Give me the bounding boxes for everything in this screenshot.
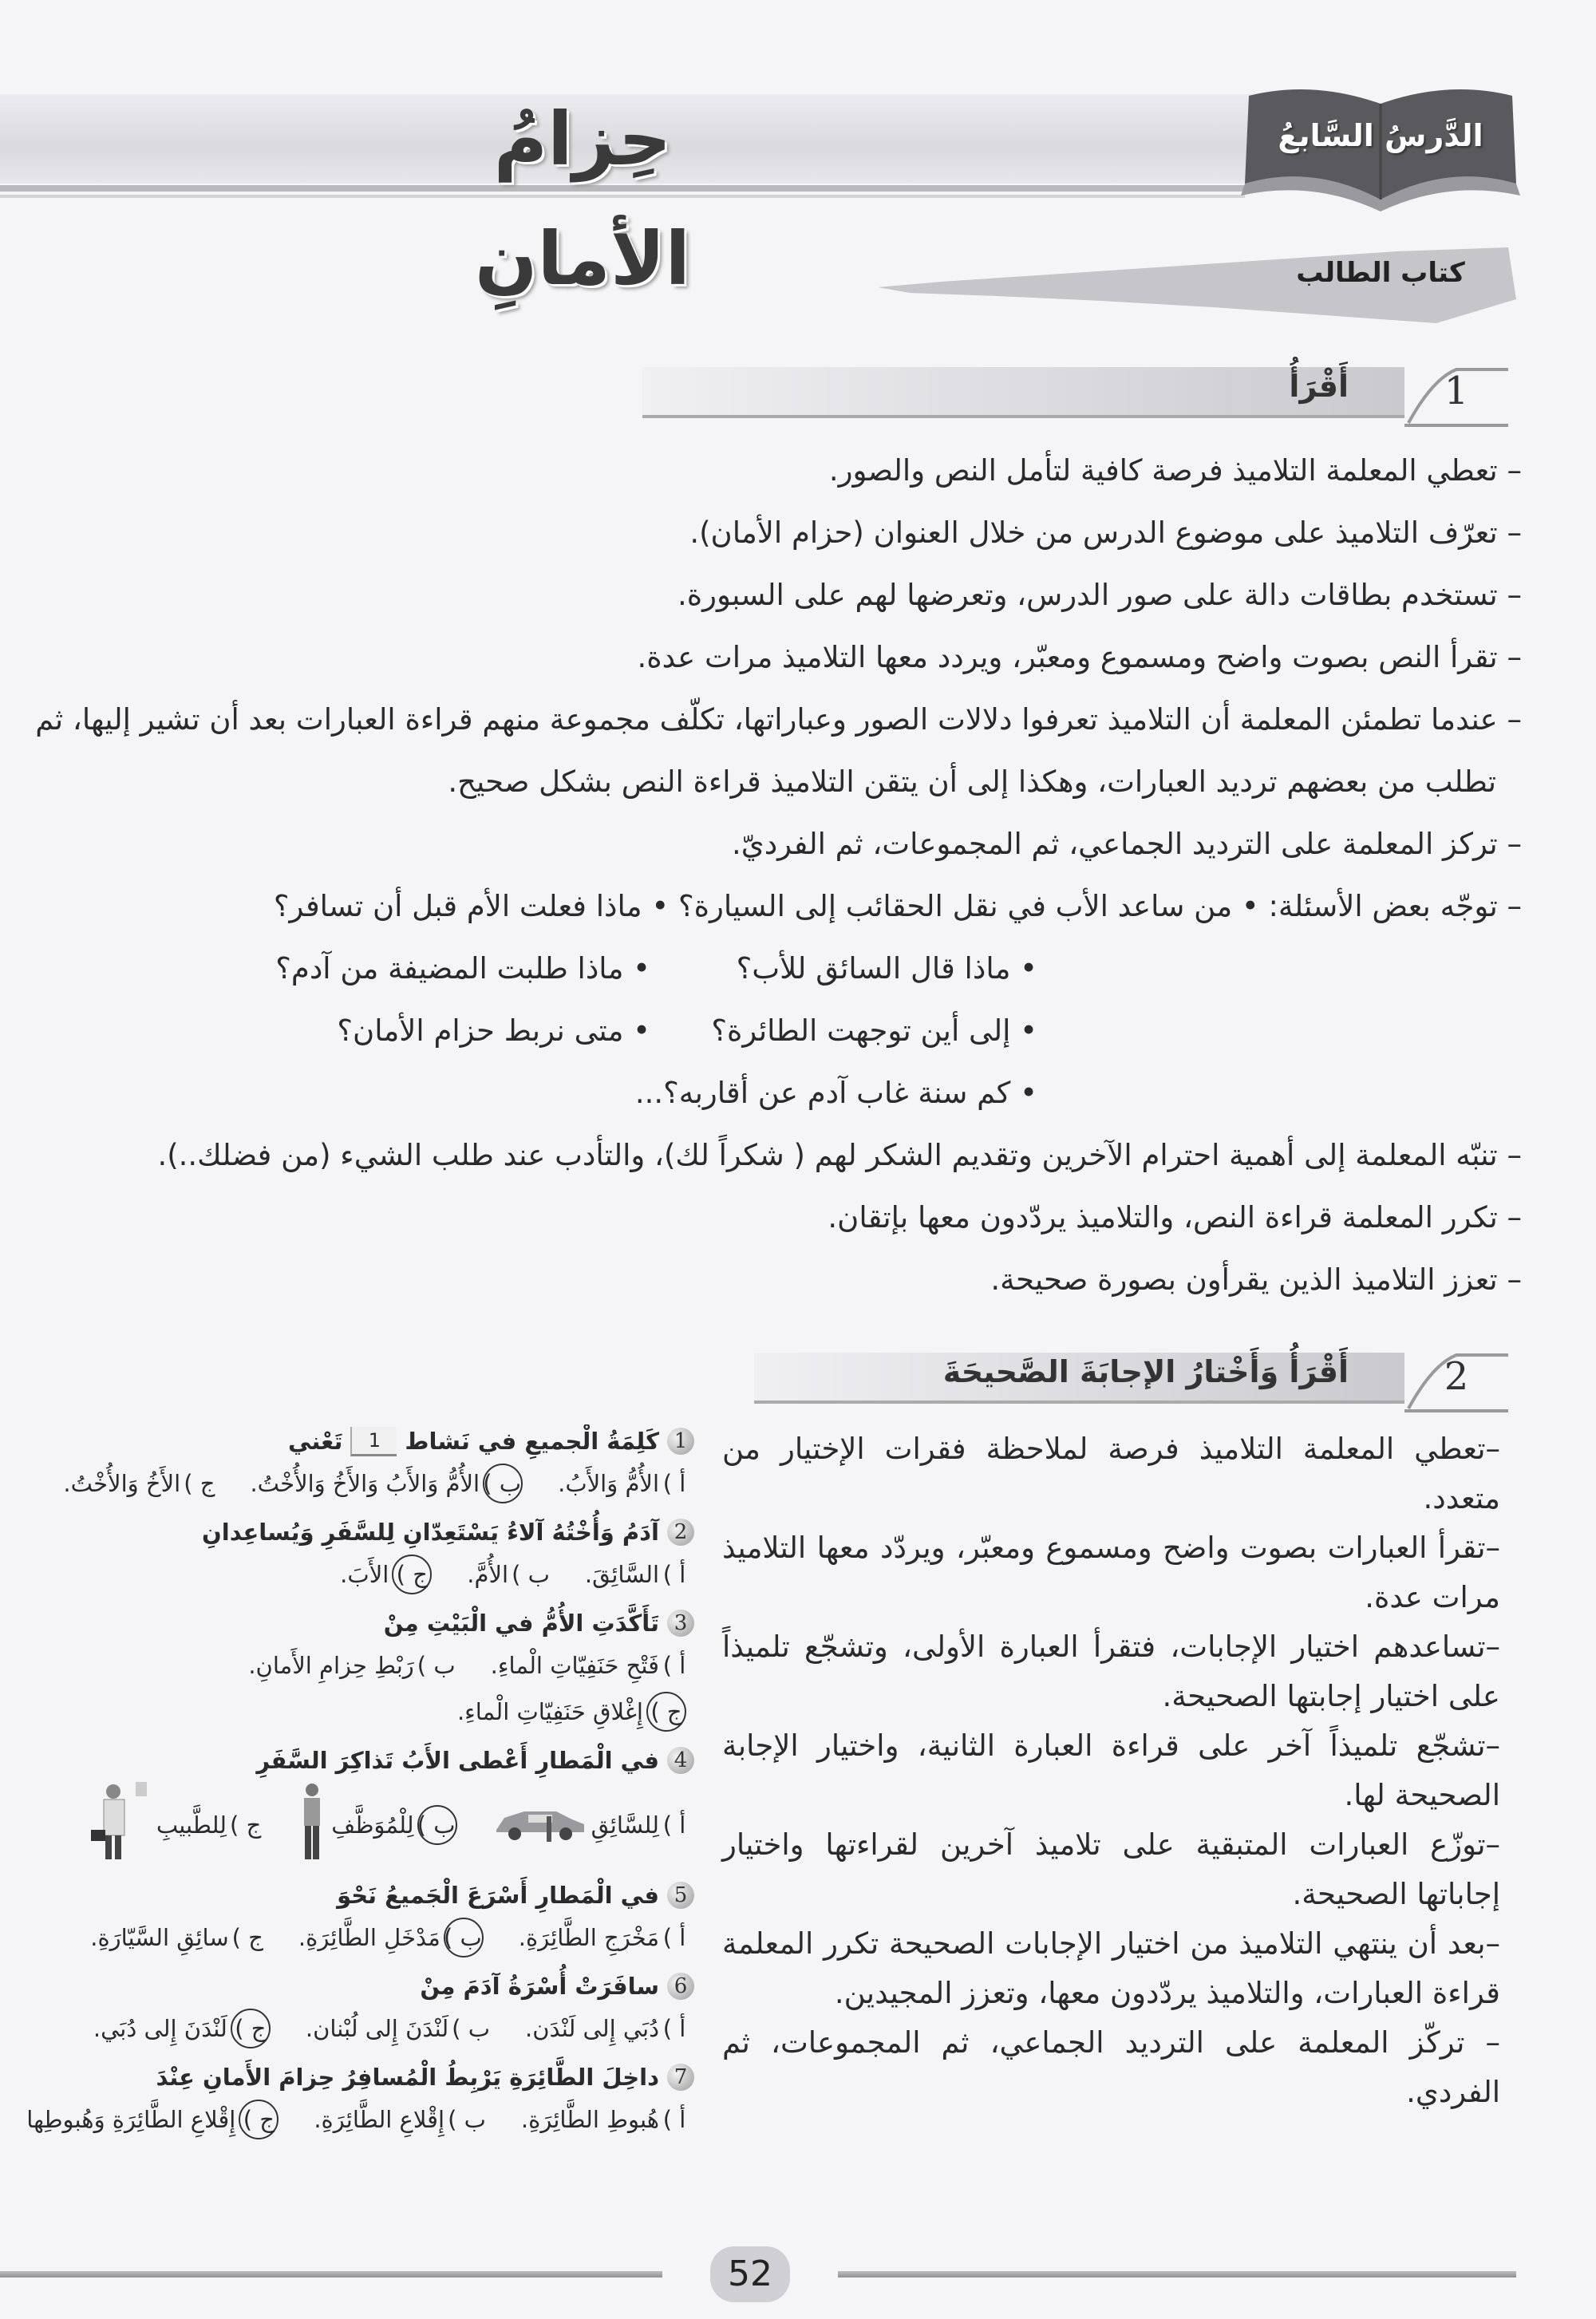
question-text: كَلِمَةُ الْجميعِ في نَشاط	[405, 1428, 659, 1455]
section-1-number: 1	[1444, 369, 1469, 413]
option-text: إِقْلاعِ الطَّائِرَةِ وَهُبوطِها	[26, 2106, 236, 2133]
instruction-line: – تكرر المعلمة قراءة النص، والتلاميذ يردّدون معها بإتقان.	[828, 1200, 1522, 1235]
option-letter: أ )	[662, 2106, 686, 2133]
answer-option[interactable]	[250, 1463, 523, 1504]
option-text: فَتْحِ حَنَفِيّاتِ الْماءِ.	[490, 1652, 659, 1679]
answer-options	[0, 2008, 694, 2049]
instruction-line: – تقرأ النص بصوت واضح ومسموع ومعبّر، ويردد معها التلاميذ مرات عدة.	[637, 640, 1522, 674]
instruction-paragraph: –بعد أن ينتهي التلاميذ من اختيار الإجابات الصحيحة تكرر المعلمة قراءة العبارات، والتلاميذ يردّدون معها، وتعزز المجيدين.	[722, 1926, 1500, 2010]
instruction-paragraph: – تركّز المعلمة على الترديد الجماعي، ثم المجموعات، ثم الفردي.	[722, 2025, 1500, 2109]
option-letter: أ )	[662, 1470, 686, 1497]
question-number-badge: 6	[667, 1973, 694, 2000]
circled-option-letter: ج )	[392, 1555, 432, 1594]
instruction-line: – تركز المعلمة على الترديد الجماعي، ثم المجموعات، ثم الفرديّ.	[731, 827, 1522, 861]
question-text: سافَرَتْ أُسْرَةُ آدَمَ مِنْ	[420, 1973, 659, 2000]
answer-option[interactable]	[340, 1554, 432, 1595]
answer-options	[0, 1463, 694, 1504]
option-text: هُبوطِ الطَّائِرَةِ.	[520, 2106, 659, 2133]
instruction-line: – تستخدم بطاقات دالة على صور الدرس، وتعرضها لهم على السبورة.	[677, 578, 1522, 612]
answer-option[interactable]	[491, 1645, 686, 1686]
book-tab-icon	[1400, 1349, 1512, 1412]
option-letter: أ )	[662, 2015, 686, 2042]
page-title: حِزامُ الأمانِ	[474, 97, 691, 302]
circled-option-letter: ب )	[417, 1805, 457, 1845]
answer-option[interactable]	[26, 2099, 279, 2140]
exercise-item	[0, 1744, 694, 1879]
option-letter: أ )	[662, 1561, 686, 1588]
answer-option[interactable]	[298, 1917, 484, 1958]
question: • ماذا طلبت المضيفة من آدم؟	[275, 951, 650, 986]
exercise-question	[0, 1879, 694, 1912]
answer-option[interactable]	[63, 1463, 215, 1504]
circled-option-letter: ج )	[239, 2100, 279, 2139]
section-2-title: أَقْرَأُ وَأَخْتارُ الإجابَةَ الصَّحيحَةَ	[942, 1354, 1349, 1389]
questions-intro	[274, 883, 1522, 930]
exercise-question	[0, 1424, 694, 1458]
option-text: لِلْمُوَظَّفِ	[331, 1811, 414, 1839]
exercise-item	[0, 1606, 694, 1744]
question-number-badge: 5	[667, 1882, 694, 1909]
instruction-line: تطلب من بعضهم ترديد العبارات، وهكذا إلى أن يتقن التلاميذ قراءة النص بشكل صحيح.	[448, 764, 1496, 799]
student-book-label: كتاب الطالب	[1296, 257, 1465, 289]
circled-option-letter: ج )	[646, 1692, 686, 1732]
exercise-question	[0, 1606, 694, 1640]
option-text: إِغْلاقِ حَنَفِيّاتِ الْماءِ.	[456, 1698, 643, 1725]
section-2-instructions	[722, 1424, 1500, 2117]
instruction-line: – تعطي المعلمة التلاميذ فرصة كافية لتأمل النص والصور.	[828, 453, 1522, 488]
answer-options	[0, 1917, 694, 1958]
option-text: إِقْلاعِ الطَّائِرَةِ.	[314, 2106, 445, 2133]
option-text: الأُمَّ.	[467, 1561, 509, 1588]
answer-option[interactable]	[306, 2008, 490, 2049]
instruction-line: – تنبّه المعلمة إلى أهمية احترام الآخرين وتقديم الشكر لهم ( شكراً لك)، والتأدب عند طلب الشيء (من فضلك..).	[157, 1138, 1522, 1172]
instruction-line: – تعرّف التلاميذ على موضوع الدرس من خلال العنوان (حزام الأمان).	[689, 516, 1522, 550]
option-text: دُبَي إِلى لَنْدَن.	[525, 2015, 659, 2042]
answer-option[interactable]	[457, 1691, 686, 1732]
answer-option[interactable]	[558, 1463, 686, 1504]
answer-option[interactable]	[90, 1917, 263, 1958]
footer-line	[838, 2271, 1516, 2278]
exercise-question	[0, 2060, 694, 2094]
answer-options	[0, 2099, 694, 2140]
option-text: الأُمُّ وَالأَبُ وَالأَخُ وَالأُخْتُ.	[250, 1470, 480, 1497]
option-text: لِلطَّبيبِ	[156, 1811, 227, 1839]
answer-option[interactable]	[296, 1782, 456, 1867]
answer-option[interactable]	[585, 1554, 686, 1595]
answer-option[interactable]	[314, 2099, 486, 2140]
option-text: مَخْرَجِ الطَّائِرَةِ.	[518, 1924, 659, 1951]
option-text: لَنْدَنَ إِلى لُبْنان.	[305, 2015, 449, 2042]
option-letter: أ )	[662, 1811, 686, 1839]
question-number-badge: 1	[667, 1428, 694, 1455]
lesson-label: الدَّرسُ السَّابعُ	[1278, 118, 1483, 153]
option-text: سائِقِ السَّيّارَةِ.	[90, 1924, 229, 1951]
section-2-number: 2	[1444, 1354, 1469, 1399]
question: • متى نربط حزام الأمان؟	[337, 1013, 650, 1048]
exercise-answers	[0, 1424, 694, 2151]
exercise-question	[0, 1515, 694, 1549]
option-text: مَدْخَلِ الطَّائِرَةِ.	[298, 1924, 440, 1951]
option-letter: ب )	[448, 2106, 486, 2133]
circled-option-letter: ب )	[483, 1464, 523, 1503]
page-number: 52	[710, 2246, 790, 2302]
exercise-question	[0, 1744, 694, 1777]
answer-option[interactable]	[467, 1554, 550, 1595]
question: • من ساعد الأب في نقل الحقائب إلى السيارة؟	[678, 889, 1259, 923]
question: • إلى أين توجهت الطائرة؟	[711, 1013, 1037, 1048]
question-text: داخِلَ الطَّائِرَةِ يَرْبِطُ الْمُسافِرُ حِزامَ الأَمانِ عِنْدَ	[156, 2064, 659, 2091]
question: • ماذا قال السائق للأب؟	[736, 951, 1037, 986]
question: • ماذا فعلت الأم قبل أن تسافر؟	[273, 889, 670, 923]
option-text: رَبْطِ حِزامِ الأَمانِ.	[248, 1652, 414, 1679]
instruction-paragraph: –تعطي المعلمة التلاميذ فرصة لملاحظة فقرات الإختيار من متعدد.	[722, 1432, 1500, 1515]
option-letter: ج )	[230, 1811, 262, 1839]
option-text: لِلسَّائِقِ	[591, 1811, 659, 1839]
question-text-end: تَعْني	[287, 1428, 343, 1455]
answer-option[interactable]	[525, 2008, 686, 2049]
answer-option[interactable]	[248, 1645, 455, 1686]
option-letter: ب )	[417, 1652, 456, 1679]
answer-option[interactable]	[521, 2099, 686, 2140]
book-tab-icon	[1400, 363, 1512, 427]
option-text: السَّائِقَ.	[584, 1561, 659, 1588]
answer-option[interactable]	[519, 1917, 686, 1958]
exercise-item	[0, 1424, 694, 1515]
instruction-line: – تعزز التلاميذ الذين يقرأون بصورة صحيحة.	[990, 1262, 1522, 1297]
option-letter: ب )	[452, 2015, 491, 2042]
option-letter: أ )	[662, 1652, 686, 1679]
option-letter: ج )	[184, 1470, 215, 1497]
question-number-badge: 7	[667, 2064, 694, 2091]
option-letter: ج )	[231, 1924, 263, 1951]
exercise-question	[0, 1969, 694, 2003]
question-text: آدَمُ وَأُخْتُهُ آلاءُ يَسْتَعِدّانِ لِلسَّفَرِ وَيُساعِدانِ	[202, 1519, 659, 1546]
question: • كم سنة غاب آدم عن أقاربه؟...	[634, 1076, 1037, 1110]
activity-ref-book-icon: 1	[350, 1427, 397, 1456]
instruction-paragraph: –تشجّع تلميذاً آخر على قراءة العبارة الثانية، واختيار الإجابة الصحيحة لها.	[722, 1728, 1500, 1812]
answer-option[interactable]	[492, 1782, 686, 1867]
exercise-item	[0, 1879, 694, 1969]
option-text: لَنْدَنَ إِلى دُبَي.	[93, 2015, 227, 2042]
instruction-line: – عندما تطمئن المعلمة أن التلاميذ تعرفوا دلالات الصور وعباراتها، تكلّف مجموعة منهم قراءة العبارات بعد أن تشير إليها، ثم	[35, 702, 1522, 737]
instruction-paragraph: –تقرأ العبارات بصوت واضح ومسموع ومعبّر، ويردّد معها التلاميذ مرات عدة.	[722, 1531, 1500, 1614]
answer-option[interactable]	[93, 2008, 271, 2049]
car-illustration-icon	[492, 1802, 588, 1847]
footer-line	[0, 2271, 662, 2278]
question-number-badge: 3	[667, 1610, 694, 1637]
exercise-item	[0, 1515, 694, 1606]
instruction-paragraph: –توزّع العبارات المتبقية على تلاميذ آخرين لقراءتها واختيار إجاباتها الصحيحة.	[722, 1827, 1500, 1911]
question-number-badge: 2	[667, 1519, 694, 1546]
option-text: الأُمُّ وَالأَبُ.	[558, 1470, 659, 1497]
answer-option[interactable]	[89, 1782, 261, 1867]
option-letter: ب )	[512, 1561, 550, 1588]
question-text: في الْمَطارِ أَسْرَعَ الْجَميعُ نَحْوَ	[337, 1882, 659, 1909]
answer-options	[0, 1782, 694, 1867]
circled-option-letter: ج )	[231, 2009, 271, 2048]
question-text: تَأَكَّدَتِ الأُمُّ في الْبَيْتِ مِنْ	[383, 1610, 659, 1637]
option-text: الأَخُ وَالأُخْتُ.	[63, 1470, 181, 1497]
option-letter: أ )	[662, 1924, 686, 1951]
clerk-illustration-icon	[296, 1782, 328, 1867]
option-text: الأَبَ.	[340, 1561, 389, 1588]
question-text: في الْمَطارِ أَعْطى الأَبُ تَذاكِرَ السَّفَرِ	[256, 1747, 659, 1774]
question-number-badge: 4	[667, 1747, 694, 1774]
instruction-paragraph: –تساعدهم اختيار الإجابات، فتقرأ العبارة الأولى، وتشجّع تلميذاً على اختيار إجابتها الصحيحة.	[722, 1630, 1500, 1713]
lesson-badge	[1233, 80, 1528, 215]
questions-intro-label: – توجّه بعض الأسئلة:	[1268, 889, 1522, 923]
answer-options	[0, 1554, 694, 1595]
exercise-item	[0, 2060, 694, 2151]
section-1-title: أَقْرَأُ	[1289, 369, 1349, 404]
circled-option-letter: ب )	[444, 1918, 484, 1958]
doctor-illustration-icon	[89, 1782, 153, 1867]
exercise-item	[0, 1969, 694, 2060]
answer-options	[0, 1645, 694, 1732]
